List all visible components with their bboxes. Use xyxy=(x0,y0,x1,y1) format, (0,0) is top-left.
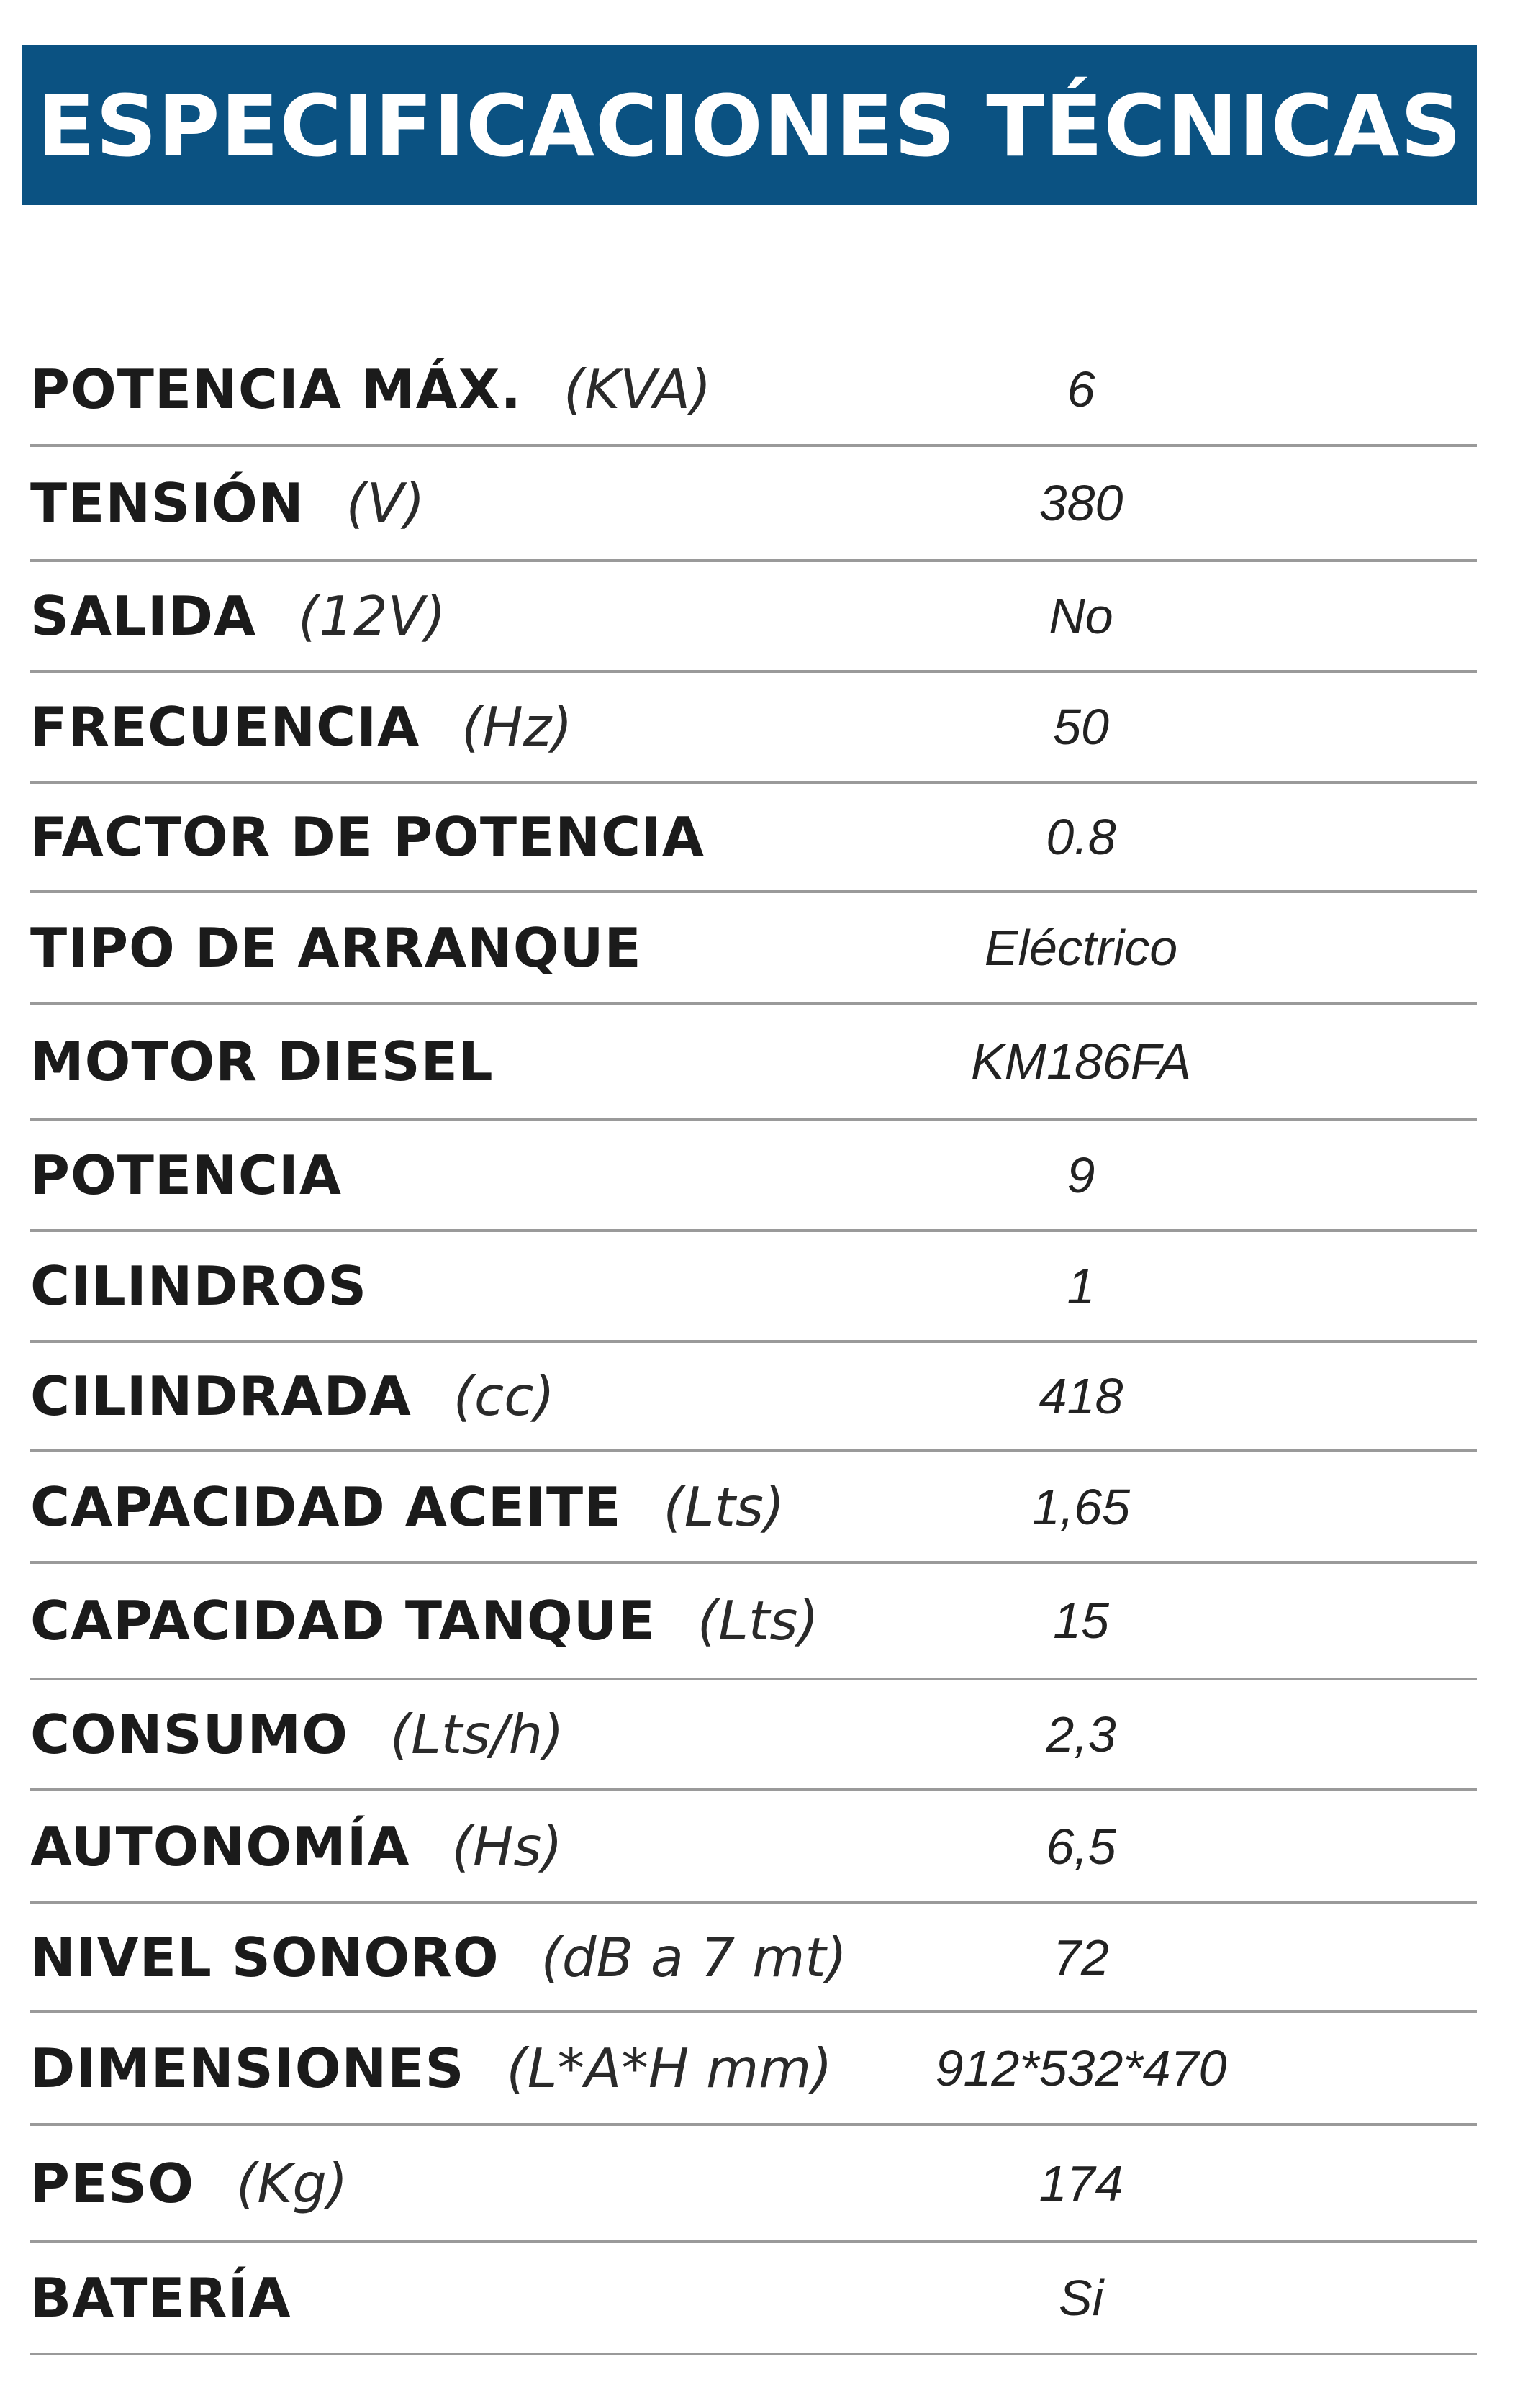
spec-value: Si xyxy=(1058,2270,1104,2326)
spec-label xyxy=(30,1815,563,1878)
spec-name: MOTOR DIESEL xyxy=(30,1030,494,1093)
spec-name: SALIDA xyxy=(30,584,257,648)
spec-label xyxy=(30,695,572,759)
spec-label xyxy=(30,1364,555,1428)
spec-name: TIPO DE ARRANQUE xyxy=(30,915,642,979)
spec-row xyxy=(30,1121,1477,1232)
spec-table xyxy=(30,334,1477,2355)
spec-row xyxy=(30,1232,1477,1343)
page-title: ESPECIFICACIONES TÉCNICAS xyxy=(37,76,1462,176)
spec-label xyxy=(30,1589,819,1652)
spec-row xyxy=(30,2243,1477,2355)
spec-unit: (Kg) xyxy=(235,2151,348,2215)
spec-row xyxy=(30,2013,1477,2126)
spec-row xyxy=(30,447,1477,562)
spec-label xyxy=(30,2037,832,2100)
spec-value: 9 xyxy=(1067,1147,1095,1203)
spec-name: FRECUENCIA xyxy=(30,695,420,759)
spec-row xyxy=(30,1791,1477,1904)
spec-value: 1,65 xyxy=(1031,1478,1131,1535)
spec-label xyxy=(30,1703,564,1766)
spec-unit: (KVA) xyxy=(563,357,712,421)
spec-value: 174 xyxy=(1039,2155,1123,2212)
spec-unit: (dB a 7 mt) xyxy=(541,1925,847,1989)
spec-value: KM186FA xyxy=(970,1033,1192,1090)
spec-value: 15 xyxy=(1053,1593,1109,1649)
spec-label xyxy=(30,805,705,869)
spec-name: CAPACIDAD TANQUE xyxy=(30,1589,656,1652)
title-banner xyxy=(22,45,1477,205)
spec-row xyxy=(30,1005,1477,1121)
spec-unit: (Lts) xyxy=(697,1589,819,1652)
spec-value: 6,5 xyxy=(1046,1818,1116,1875)
spec-value: 6 xyxy=(1067,361,1095,417)
spec-name: CILINDROS xyxy=(30,1254,368,1318)
spec-unit: (L*A*H mm) xyxy=(506,2036,833,2100)
spec-label xyxy=(30,1475,784,1539)
spec-label xyxy=(30,2266,291,2330)
spec-name: CAPACIDAD ACEITE xyxy=(30,1475,622,1539)
spec-label xyxy=(30,471,425,535)
spec-row xyxy=(30,784,1477,893)
spec-unit: (cc) xyxy=(453,1364,555,1428)
spec-unit: (Hs) xyxy=(451,1814,563,1878)
spec-value: 912*532*470 xyxy=(935,2040,1227,2096)
spec-label xyxy=(30,2152,348,2215)
spec-name: POTENCIA MÁX. xyxy=(30,357,522,421)
spec-name: POTENCIA xyxy=(30,1144,342,1207)
spec-value: No xyxy=(1049,588,1113,644)
spec-row xyxy=(30,1680,1477,1791)
spec-row xyxy=(30,562,1477,673)
spec-row xyxy=(30,893,1477,1005)
spec-unit: (V) xyxy=(345,471,425,535)
spec-row xyxy=(30,1564,1477,1680)
spec-unit: (Hz) xyxy=(461,695,573,759)
spec-value: 2,3 xyxy=(1046,1706,1116,1762)
spec-label xyxy=(30,916,642,979)
spec-label xyxy=(30,1254,367,1318)
spec-value: Eléctrico xyxy=(984,919,1178,976)
spec-label xyxy=(30,1144,342,1207)
spec-value: 1 xyxy=(1067,1258,1095,1314)
spec-row xyxy=(30,1904,1477,2013)
spec-value: 72 xyxy=(1053,1929,1109,1986)
spec-name: PESO xyxy=(30,2151,194,2215)
spec-unit: (Lts) xyxy=(663,1475,785,1539)
spec-row xyxy=(30,2126,1477,2243)
spec-value: 380 xyxy=(1039,475,1123,531)
spec-row xyxy=(30,1343,1477,1452)
spec-value: 0.8 xyxy=(1046,809,1116,865)
spec-label xyxy=(30,584,446,648)
spec-name: AUTONOMÍA xyxy=(30,1814,410,1878)
spec-name: BATERÍA xyxy=(30,2266,291,2330)
spec-unit: (12V) xyxy=(298,584,446,648)
spec-value: 418 xyxy=(1039,1368,1123,1424)
spec-name: FACTOR DE POTENCIA xyxy=(30,805,705,869)
spec-name: CILINDRADA xyxy=(30,1364,412,1428)
spec-name: CONSUMO xyxy=(30,1703,348,1766)
spec-unit: (Lts/h) xyxy=(389,1703,564,1766)
spec-name: TENSIÓN xyxy=(30,471,304,535)
spec-row xyxy=(30,1452,1477,1564)
spec-row xyxy=(30,334,1477,447)
spec-row xyxy=(30,673,1477,784)
spec-label xyxy=(30,358,711,421)
spec-name: DIMENSIONES xyxy=(30,2036,465,2100)
spec-label xyxy=(30,1926,847,1989)
spec-name: NIVEL SONORO xyxy=(30,1925,499,1989)
spec-value: 50 xyxy=(1053,699,1109,755)
spec-label xyxy=(30,1030,494,1093)
